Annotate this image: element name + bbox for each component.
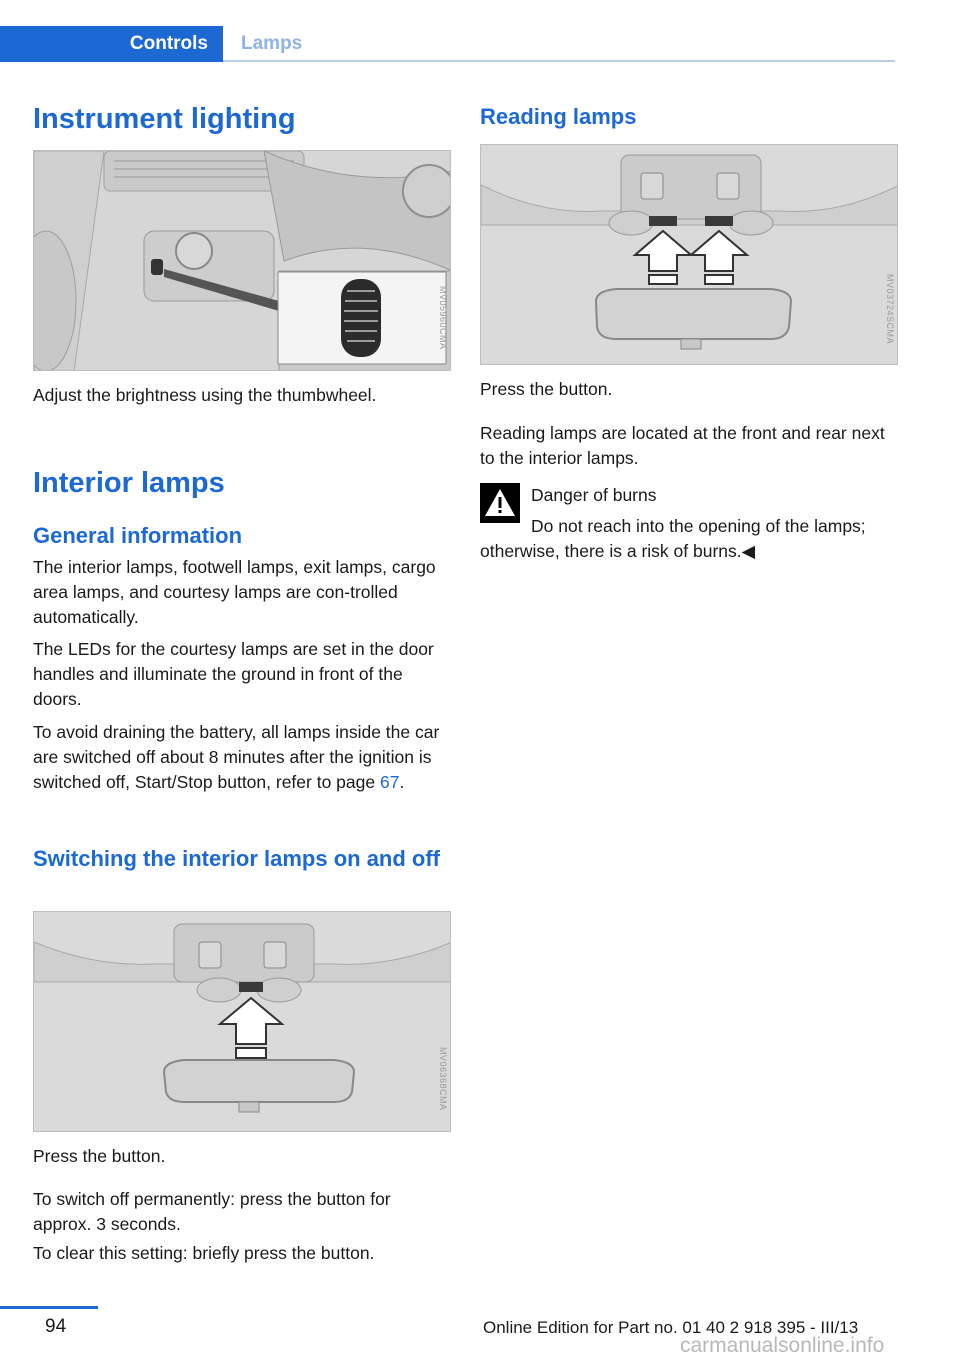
reading-lamps-heading: Reading lamps [480,104,637,129]
interior-lamp-button-figure [33,911,451,1132]
section-tab: Controls [0,26,223,62]
footer-rule [0,1306,98,1309]
figure-code: MV03724SCMA [885,273,895,344]
general-paragraph-2: The LEDs for the courtesy lamps are set in the door handles and illuminate the ground in front of the doors. [33,639,434,709]
watermark: carmanualsonline.info [680,1334,885,1357]
clear-setting-text: To clear this setting: briefly press the button. [33,1243,375,1263]
dashboard-illustration [34,151,451,371]
figure-code: MV06368CMA [438,1047,448,1111]
reading-press-button-text: Press the button. [480,379,613,399]
general-information-heading: General information [33,523,243,548]
reading-lamps-figure [480,144,898,365]
warning-text: Do not reach into the opening of the lamps; otherwise, there is a risk of burns.◀ [480,516,866,561]
reading-lamp-console-illustration [481,145,898,365]
page-number: 94 [45,1316,67,1337]
page-header [0,26,895,62]
header-rule [223,60,895,62]
edition-text: Online Edition for Part no. 01 40 2 918 395 - III/13 [483,1318,859,1337]
reading-lamps-location-text: Reading lamps are located at the front and rear next to the interior lamps. [480,423,885,468]
figure-code: MV05960CMA [438,286,448,350]
general-paragraph-3: To avoid draining the battery, all lamps inside the car are switched off about 8 minutes after the ignition is switched off, Start/Stop button, refer to page 67. [33,722,440,792]
instrument-lighting-heading: Instrument lighting [33,103,296,135]
burn-warning [480,483,898,563]
switching-lamps-heading: Switching the interior lamps on and off [33,846,441,871]
thumbwheel-instruction: Adjust the brightness using the thumbwheel. [33,385,377,405]
general-paragraph-1: The interior lamps, footwell lamps, exit lamps, cargo area lamps, and courtesy lamps are con‐trolled automatically. [33,557,436,627]
press-button-text: Press the button. [33,1146,166,1166]
interior-lamps-heading: Interior lamps [33,467,225,499]
page-reference-link[interactable]: 67 [379,772,400,792]
switch-off-permanently-text: To switch off permanently: press the button for approx. 3 seconds. [33,1189,391,1234]
warning-title: Danger of burns [531,485,657,505]
subsection-tab: Lamps [241,33,303,54]
roof-console-illustration [34,912,451,1132]
instrument-lighting-figure [33,150,451,371]
